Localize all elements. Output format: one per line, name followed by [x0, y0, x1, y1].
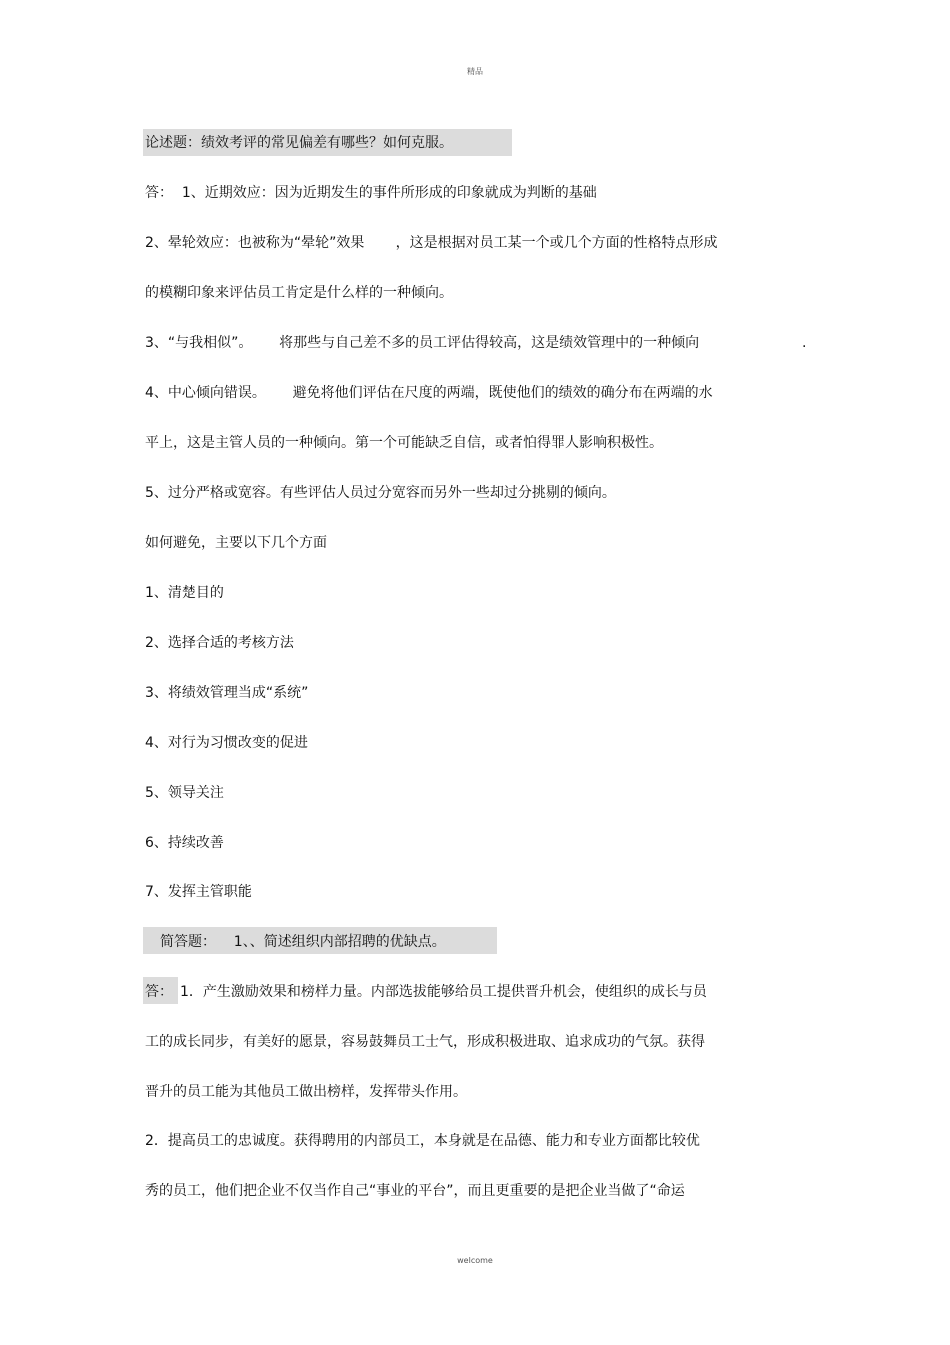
- paragraph-line: 的模糊印象来评估员工肯定是什么样的一种倾向。: [145, 285, 453, 301]
- paragraph-line: 平上，这是主管人员的一种倾向。第一个可能缺乏自信，或者怕得罪人影响积极性。: [145, 435, 663, 451]
- list-item: 6、持续改善: [145, 835, 224, 851]
- list-item: 7、发挥主管职能: [145, 884, 252, 900]
- paragraph-line: 5、过分严格或宽容。有些评估人员过分宽容而另外一些却过分挑剔的倾向。: [145, 485, 616, 501]
- header-mark: 精品: [467, 67, 483, 76]
- paragraph-line: 晋升的员工能为其他员工做出榜样，发挥带头作用。: [145, 1084, 467, 1100]
- list-item: 5、领导关注: [145, 785, 224, 801]
- paragraph-line: 1．产生激励效果和榜样力量。内部选拔能够给员工提供晋升机会，使组织的成长与员: [180, 984, 707, 1000]
- paragraph-line: 2．提高员工的忠诚度。获得聘用的内部员工，本身就是在品德、能力和专业方面都比较优: [145, 1133, 700, 1149]
- paragraph-line: 3、“与我相似”。 将那些与自己差不多的员工评估得较高，这是绩效管理中的一种倾向: [145, 335, 700, 351]
- list-item: 2、选择合适的考核方法: [145, 635, 294, 651]
- paragraph-line: 秀的员工，他们把企业不仅当作自己“事业的平台”，而且更重要的是把企业当做了“命运: [145, 1183, 685, 1199]
- list-item: 3、将绩效管理当成“系统”: [145, 685, 309, 701]
- trailing-dot: .: [802, 335, 807, 351]
- paragraph-line: 4、中心倾向错误。 避免将他们评估在尺度的两端，既使他们的绩效的确分布在两端的水: [145, 385, 713, 401]
- essay-question: 论述题：绩效考评的常见偏差有哪些？如何克服。: [145, 135, 453, 151]
- short-answer-question: 简答题： 1、、简述组织内部招聘的优缺点。: [160, 934, 446, 950]
- paragraph-line: 工的成长同步，有美好的愿景，容易鼓舞员工士气，形成积极进取、追求成功的气氛。获得: [145, 1034, 705, 1050]
- answer-label: 答：: [145, 984, 173, 1000]
- paragraph-line: 如何避免，主要以下几个方面: [145, 535, 327, 551]
- list-item: 1、清楚目的: [145, 585, 224, 601]
- paragraph-line: 答： 1、近期效应：因为近期发生的事件所形成的印象就成为判断的基础: [145, 185, 597, 201]
- footer-mark: welcome: [457, 1256, 493, 1265]
- list-item: 4、对行为习惯改变的促进: [145, 735, 308, 751]
- paragraph-line: 2、晕轮效应：也被称为“晕轮”效果 ，这是根据对员工某一个或几个方面的性格特点形成: [145, 235, 718, 251]
